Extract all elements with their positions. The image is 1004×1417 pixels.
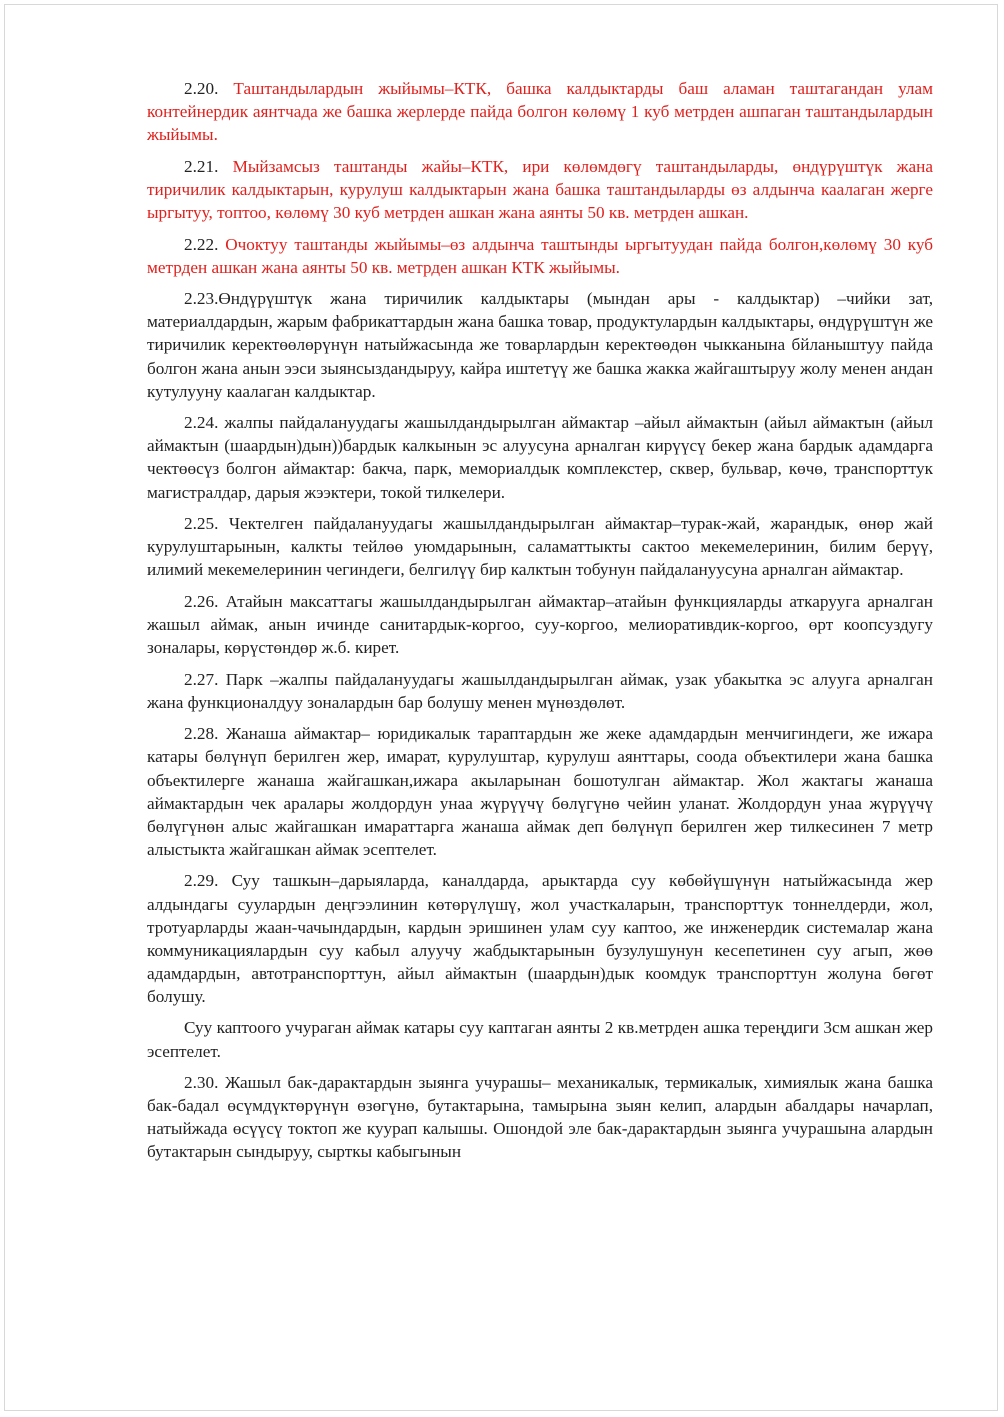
paragraph-number: 2.28. (184, 724, 227, 744)
paragraph-2-23 (147, 287, 933, 402)
paragraph-flood-area-note (147, 1016, 933, 1062)
paragraph-2-24 (147, 411, 933, 503)
paragraph-number: 2.26. (184, 591, 226, 611)
paragraph-text: жалпы пайдалануудагы жашылдандырылган аймактар –айыл аймактын (айыл аймактын (айыл аймактын (шаардын)дын))бардык калкынын эс алуусуна арналган кирүүсү бекер жана бардык адамдарга чектөөсүз болгон аймактар: бакча, парк, мемориалдык комплекстер, сквер, бульвар, көчө, транспорттук магистралдар, дарыя жээктери, токой тилкелери. (147, 413, 933, 502)
paragraph-number: 2.21. (184, 156, 233, 176)
paragraph-number: 2.27. (184, 669, 226, 689)
paragraph-text: Өндүрүштүк жана тиричилик калдыктары (мындан ары - калдыктар) –чийки зат, материалдардын, жарым фабрикаттардын жана башка товар, продуктулардын калдыктары, өндүрүштүн же тиричилик керектөөлөрүнүн натыйжасында же товарлардын керектөөдөн чыкканына бйланыштуу пайда болгон жана анын ээси зыянсыздандыруу, кайра иштетүү же башка жакка жайгаштыруу жолу менен андан кутулууну каалаган калдыктар. (147, 289, 933, 401)
paragraph-text: Жанаша аймактар– юридикалык тараптардын же жеке адамдардын менчигиндеги, же ижара катары бөлүнүп берилген жер, имарат, курулуштар, курулуш аянттары, соода объектилери жана башка объектилерге жанаша жайгашкан,ижара акыларынан бошотулган аймактар. Жол жактагы жанаша аймактардын чек аралары жолдордун унаа жүрүүчү бөлүгүнө чейин уланат. Жолдордун унаа жүрүүчү бөлүгүнөн алыс жайгашкан имараттарга жанаша аймак деп бөлүнүп берилген жер тилкесинен 7 метр алыстыкта жайгашкан аймак эсептелет. (147, 724, 933, 859)
document-page (4, 4, 998, 1411)
paragraph-text: Мыйзамсыз таштанды жайы–КТК, ири көлөмдөгү таштандыларды, өндүрүштүк жана тиричилик калдыктарын, курулуш калдыктарын жана башка таштандыларды өз алдынча каалаган жерге ыргытуу, топтоо, көлөмү 30 куб метрден ашкан жана аянты 50 кв. метрден ашкан. (147, 156, 934, 222)
paragraph-2-27 (147, 668, 933, 714)
paragraph-text: Чектелген пайдалануудагы жашылдандырылган аймактар–турак-жай, жарандык, өнөр жай курулуштарынын, калкты тейлөө уюмдарынын, саламаттыкты сактоо мекемелеринин, билим берүү, илимий мекемелеринин чегиндеги, белгилүү бир калктын тобунун пайдалануусуна арналган аймактар. (147, 514, 933, 580)
paragraph-number: 2.20. (184, 79, 234, 98)
paragraph-text: Суу каптоого учураган аймак катары суу каптаган аянты 2 кв.метрден ашка тереңдиги 3см ашкан жер эсептелет. (147, 1018, 933, 1061)
paragraph-text: Суу ташкын–дарыяларда, каналдарда, арыктарда суу көбөйүшүнүн натыйжасында жер алдындагы суулардын деңгээлинин көтөрүлүшү, жол участкаларын, транспорттук тоннелдерди, жол, тротуарларды жаан-чачындардын, кардын эришинен улам суу каптоо, же инженердик системалар жана коммуникациялардын суу кабыл алуучу жабдыктарынын бузулушунун кесепетинен суу агып, жөө адамдардын, автотранспорттун, айыл аймактын (шаардын)дык коомдук транспорттун жолуна бөгөт болушу. (147, 871, 934, 1006)
paragraph-text: Атайын максаттагы жашылдандырылган аймактар–атайын функцияларды аткарууга арналган жашыл аймак, анын ичинде санитардык-коргоо, суу-коргоо, мелиоративдик-коргоо, өрт коопсуздугу зоналары, көрүстөндөр ж.б. кирет. (147, 591, 934, 658)
paragraph-2-29 (147, 869, 933, 1008)
paragraph-text: Жашыл бак-дарактардын зыянга учурашы– механикалык, термикалык, химиялык жана башка бак-бадал өсүмдүктөрүнүн өзөгүнө, бутактарына, тамырына зыян келип, алардын абалдары начарлап, натыйжада өсүүсү токтоп же куурап калышы. Ошондой эле бак-дарактардын зыянга учурашына алардын бутактарын сындыруу, сырткы кабыгынын (147, 1073, 933, 1162)
paragraph-number: 2.23. (184, 289, 219, 309)
document-body (147, 77, 933, 1172)
paragraph-2-20 (147, 77, 933, 146)
paragraph-2-21 (147, 155, 933, 224)
paragraph-number: 2.24. (184, 413, 225, 433)
paragraph-2-26 (147, 590, 933, 659)
paragraph-2-30 (147, 1071, 933, 1163)
paragraph-2-22 (147, 233, 933, 279)
paragraph-number: 2.25. (184, 514, 229, 534)
paragraph-number: 2.29. (184, 871, 232, 891)
paragraph-2-28 (147, 722, 933, 861)
paragraph-number: 2.22. (184, 234, 226, 254)
paragraph-number: 2.30. (184, 1073, 225, 1093)
paragraph-2-25 (147, 512, 933, 581)
paragraph-text: Парк –жалпы пайдалануудагы жашылдандырылган аймак, узак убакытка эс алууга арналган жана функционалдуу зоналардын бар болушу менен мүнөздөлөт. (147, 669, 933, 712)
paragraph-text: Таштандылардын жыйымы–КТК, башка калдыктарды баш аламан таштагандан улам контейнердик аянтчада же башка жерлерде пайда болгон көлөмү 1 куб метрден ашпаган таштандылардын жыйымы. (147, 79, 933, 145)
paragraph-text: Очоктуу таштанды жыйымы–өз алдынча таштынды ыргытуудан пайда болгон,көлөмү 30 куб метрден ашкан жана аянты 50 кв. метрден ашкан КТК жыйымы. (147, 234, 934, 277)
